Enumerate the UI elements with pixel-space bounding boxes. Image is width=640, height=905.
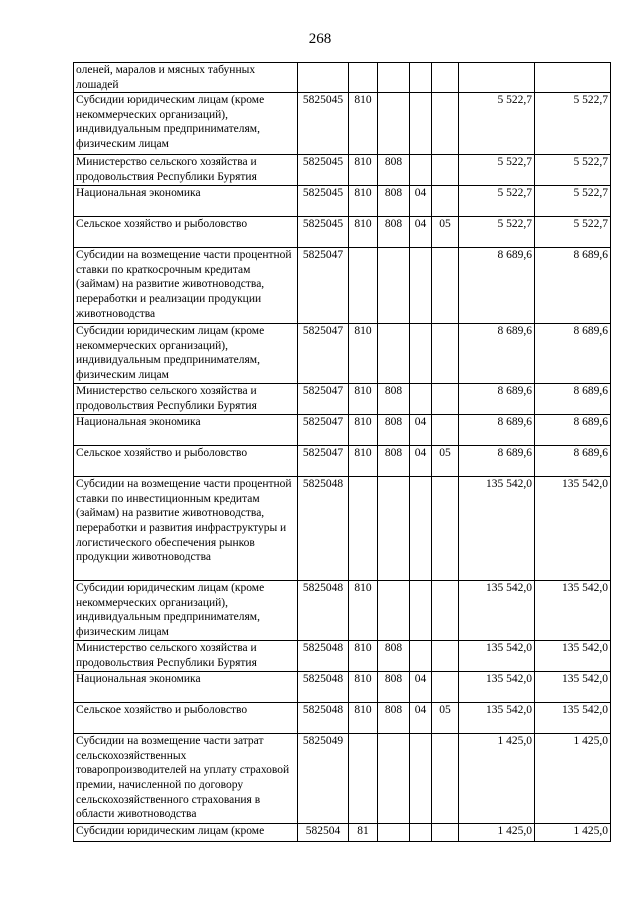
ministry-code [378, 734, 410, 824]
table-row [74, 734, 611, 824]
row-name: Министерство сельского хозяйства и продовольствия Республики Бурятия [74, 155, 298, 186]
row-name: Субсидии юридическим лицам (кроме [74, 824, 298, 842]
row-name: Министерство сельского хозяйства и продовольствия Республики Бурятия [74, 641, 298, 672]
table-row [74, 248, 611, 324]
table-row [74, 324, 611, 384]
ministry-code: 808 [378, 384, 410, 415]
amount-2: 1 425,0 [535, 824, 611, 842]
section-code [410, 824, 432, 842]
expense-type: 810 [349, 384, 378, 415]
section-code: 04 [410, 186, 432, 217]
subsection-code [432, 63, 459, 93]
ministry-code: 808 [378, 446, 410, 477]
section-code [410, 641, 432, 672]
target-code: 5825045 [298, 186, 349, 217]
target-code [298, 63, 349, 93]
row-name: оленей, маралов и мясных табунных лошадей [74, 63, 298, 93]
amount-1: 8 689,6 [459, 384, 535, 415]
page-number: 268 [308, 31, 332, 47]
ministry-code [378, 477, 410, 581]
row-name: Национальная экономика [74, 186, 298, 217]
section-code [410, 384, 432, 415]
amount-2: 5 522,7 [535, 155, 611, 186]
amount-2: 5 522,7 [535, 217, 611, 248]
amount-1: 1 425,0 [459, 734, 535, 824]
row-name: Национальная экономика [74, 415, 298, 446]
subsection-code: 05 [432, 217, 459, 248]
table-row [74, 581, 611, 641]
expense-type: 810 [349, 186, 378, 217]
ministry-code: 808 [378, 186, 410, 217]
amount-2: 5 522,7 [535, 186, 611, 217]
target-code: 5825048 [298, 581, 349, 641]
target-code: 582504 [298, 824, 349, 842]
amount-1: 1 425,0 [459, 824, 535, 842]
subsection-code [432, 248, 459, 324]
table-row [74, 703, 611, 734]
expense-type: 810 [349, 415, 378, 446]
target-code: 5825048 [298, 641, 349, 672]
subsection-code: 05 [432, 703, 459, 734]
row-name: Сельское хозяйство и рыболовство [74, 446, 298, 477]
subsection-code [432, 641, 459, 672]
expense-type [349, 63, 378, 93]
subsection-code [432, 415, 459, 446]
target-code: 5825045 [298, 93, 349, 155]
row-name: Субсидии юридическим лицам (кроме некоммерческих организаций), индивидуальным предпринимателям, физическим лицам [74, 324, 298, 384]
row-name: Субсидии на возмещение части затрат сельскохозяйственных товаропроизводителей на уплату страховой премии, начисленной по договору сельскохозяйственного страхования в области животноводства [74, 734, 298, 824]
section-code: 04 [410, 446, 432, 477]
section-code: 04 [410, 217, 432, 248]
amount-1: 8 689,6 [459, 324, 535, 384]
amount-1: 135 542,0 [459, 581, 535, 641]
subsection-code [432, 477, 459, 581]
amount-1: 8 689,6 [459, 415, 535, 446]
amount-2: 135 542,0 [535, 703, 611, 734]
ministry-code: 808 [378, 155, 410, 186]
row-name: Министерство сельского хозяйства и продовольствия Республики Бурятия [74, 384, 298, 415]
table-row [74, 641, 611, 672]
row-name: Сельское хозяйство и рыболовство [74, 217, 298, 248]
table-row [74, 384, 611, 415]
amount-1: 135 542,0 [459, 672, 535, 703]
amount-2: 8 689,6 [535, 415, 611, 446]
target-code: 5825049 [298, 734, 349, 824]
subsection-code [432, 581, 459, 641]
target-code: 5825048 [298, 672, 349, 703]
section-code [410, 63, 432, 93]
ministry-code: 808 [378, 415, 410, 446]
ministry-code: 808 [378, 641, 410, 672]
amount-1: 8 689,6 [459, 446, 535, 477]
section-code: 04 [410, 703, 432, 734]
target-code: 5825047 [298, 415, 349, 446]
amount-1: 5 522,7 [459, 155, 535, 186]
expense-type [349, 477, 378, 581]
expense-type: 810 [349, 581, 378, 641]
subsection-code [432, 672, 459, 703]
section-code [410, 93, 432, 155]
row-name: Субсидии на возмещение части процентной ставки по краткосрочным кредитам (займам) на развитие животноводства, переработки и реализации продукции животноводства [74, 248, 298, 324]
expense-type: 810 [349, 155, 378, 186]
expense-type: 810 [349, 703, 378, 734]
target-code: 5825047 [298, 248, 349, 324]
target-code: 5825048 [298, 703, 349, 734]
amount-2: 135 542,0 [535, 672, 611, 703]
target-code: 5825048 [298, 477, 349, 581]
amount-2: 8 689,6 [535, 384, 611, 415]
table-row [74, 477, 611, 581]
section-code [410, 477, 432, 581]
amount-1: 5 522,7 [459, 186, 535, 217]
subsection-code [432, 384, 459, 415]
section-code: 04 [410, 415, 432, 446]
subsection-code: 05 [432, 446, 459, 477]
amount-2: 135 542,0 [535, 581, 611, 641]
amount-2: 8 689,6 [535, 446, 611, 477]
amount-2: 5 522,7 [535, 93, 611, 155]
amount-1: 135 542,0 [459, 703, 535, 734]
table-row [74, 672, 611, 703]
amount-1: 8 689,6 [459, 248, 535, 324]
ministry-code [378, 93, 410, 155]
target-code: 5825047 [298, 446, 349, 477]
target-code: 5825047 [298, 384, 349, 415]
amount-2: 8 689,6 [535, 324, 611, 384]
section-code [410, 324, 432, 384]
row-name: Субсидии юридическим лицам (кроме некоммерческих организаций), индивидуальным предпринимателям, физическим лицам [74, 93, 298, 155]
expense-type: 810 [349, 217, 378, 248]
ministry-code [378, 824, 410, 842]
expense-type: 810 [349, 93, 378, 155]
amount-2 [535, 63, 611, 93]
section-code [410, 155, 432, 186]
section-code [410, 734, 432, 824]
section-code [410, 248, 432, 324]
amount-1: 5 522,7 [459, 217, 535, 248]
amount-2: 1 425,0 [535, 734, 611, 824]
amount-2: 135 542,0 [535, 477, 611, 581]
table-row [74, 824, 611, 842]
expense-type [349, 734, 378, 824]
ministry-code [378, 63, 410, 93]
table-row [74, 415, 611, 446]
ministry-code [378, 581, 410, 641]
amount-1: 135 542,0 [459, 477, 535, 581]
expense-type: 81 [349, 824, 378, 842]
subsection-code [432, 186, 459, 217]
ministry-code: 808 [378, 672, 410, 703]
subsection-code [432, 734, 459, 824]
subsection-code [432, 324, 459, 384]
subsection-code [432, 155, 459, 186]
target-code: 5825045 [298, 217, 349, 248]
ministry-code [378, 324, 410, 384]
expense-type: 810 [349, 641, 378, 672]
row-name: Субсидии на возмещение части процентной ставки по инвестиционным кредитам (займам) на развитие животноводства, переработки и развития инфраструктуры и логистического обеспечения рынков продукции животноводства [74, 477, 298, 581]
section-code: 04 [410, 672, 432, 703]
amount-1 [459, 63, 535, 93]
table-row [74, 63, 611, 93]
target-code: 5825045 [298, 155, 349, 186]
table-row [74, 446, 611, 477]
table-row [74, 93, 611, 155]
ministry-code [378, 248, 410, 324]
row-name: Сельское хозяйство и рыболовство [74, 703, 298, 734]
expense-type: 810 [349, 446, 378, 477]
target-code: 5825047 [298, 324, 349, 384]
row-name: Национальная экономика [74, 672, 298, 703]
amount-1: 5 522,7 [459, 93, 535, 155]
section-code [410, 581, 432, 641]
ministry-code: 808 [378, 217, 410, 248]
expense-type: 810 [349, 672, 378, 703]
amount-1: 135 542,0 [459, 641, 535, 672]
ministry-code: 808 [378, 703, 410, 734]
amount-2: 8 689,6 [535, 248, 611, 324]
budget-table [73, 62, 611, 842]
expense-type [349, 248, 378, 324]
table-row [74, 217, 611, 248]
subsection-code [432, 824, 459, 842]
table-row [74, 186, 611, 217]
amount-2: 135 542,0 [535, 641, 611, 672]
expense-type: 810 [349, 324, 378, 384]
row-name: Субсидии юридическим лицам (кроме некоммерческих организаций), индивидуальным предпринимателям, физическим лицам [74, 581, 298, 641]
table-row [74, 155, 611, 186]
subsection-code [432, 93, 459, 155]
